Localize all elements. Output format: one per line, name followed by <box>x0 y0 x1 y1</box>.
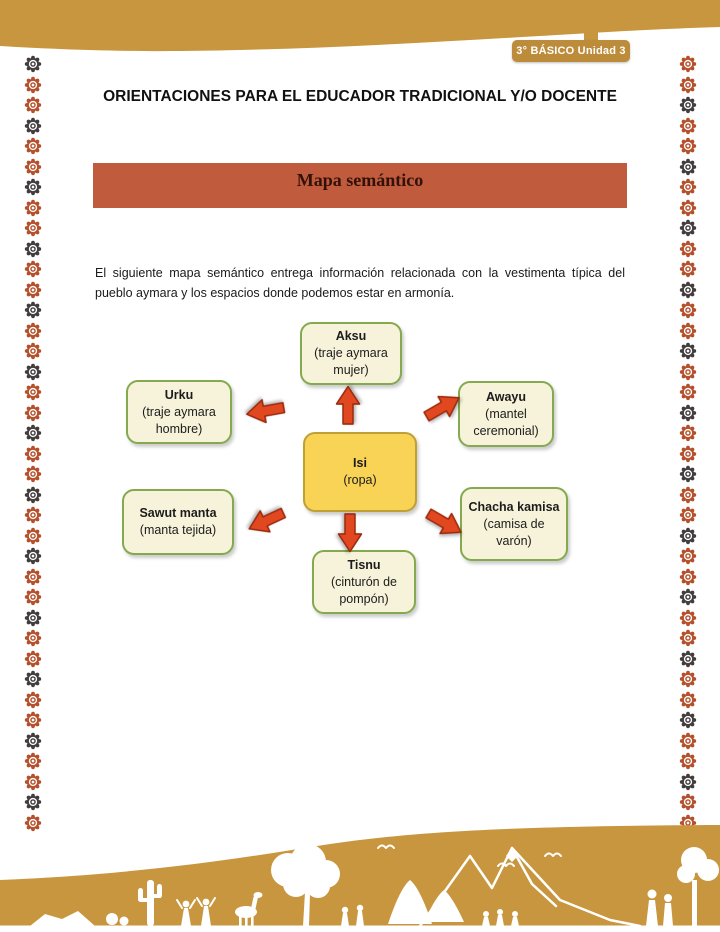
rosette-ornament-icon <box>679 96 697 114</box>
rosette-ornament-icon <box>679 219 697 237</box>
rosette-ornament-icon <box>679 445 697 463</box>
rosette-ornament-icon <box>679 240 697 258</box>
rosette-ornament-icon <box>679 629 697 647</box>
rosette-ornament-icon <box>24 670 42 688</box>
rosette-ornament-icon <box>24 342 42 360</box>
node-gloss: (ropa) <box>343 473 377 487</box>
rosette-ornament-icon <box>24 752 42 770</box>
rosette-ornament-icon <box>679 793 697 811</box>
arrow-to-sawut-manta-icon <box>242 500 290 542</box>
arrow-to-tisnu-icon <box>336 513 364 553</box>
node-term: Isi <box>353 456 367 470</box>
rosette-ornament-icon <box>679 670 697 688</box>
rosette-ornament-icon <box>24 96 42 114</box>
rosette-ornament-icon <box>679 342 697 360</box>
rosette-ornament-icon <box>679 260 697 278</box>
rosette-ornament-icon <box>679 117 697 135</box>
rosette-ornament-icon <box>679 55 697 73</box>
rosette-ornament-icon <box>24 240 42 258</box>
map-node-aksu <box>300 322 402 385</box>
rosette-ornament-icon <box>24 117 42 135</box>
rosette-ornament-icon <box>24 711 42 729</box>
map-node-isi-center <box>303 432 417 512</box>
node-term: Aksu <box>335 329 367 343</box>
rosette-ornament-icon <box>679 486 697 504</box>
rosette-ornament-icon <box>24 219 42 237</box>
rosette-ornament-icon <box>24 383 42 401</box>
rosette-ornament-icon <box>679 609 697 627</box>
rosette-ornament-icon <box>24 137 42 155</box>
rosette-ornament-icon <box>24 732 42 750</box>
rosette-ornament-icon <box>679 773 697 791</box>
node-term: Sawut manta <box>139 506 217 520</box>
rosette-ornament-icon <box>24 547 42 565</box>
node-gloss: (manta tejida) <box>139 523 217 537</box>
rosette-ornament-icon <box>679 527 697 545</box>
rosette-ornament-icon <box>24 609 42 627</box>
node-gloss: (traje aymara hombre) <box>142 404 216 436</box>
rosette-ornament-icon <box>679 404 697 422</box>
rosette-ornament-icon <box>24 424 42 442</box>
map-node-tisnu <box>312 550 416 614</box>
rosette-ornament-icon <box>24 773 42 791</box>
rosette-ornament-icon <box>679 424 697 442</box>
bottom-scene <box>0 822 720 932</box>
node-gloss: (mantel ceremonial) <box>473 406 539 438</box>
rosette-ornament-icon <box>24 650 42 668</box>
rosette-ornament-icon <box>679 383 697 401</box>
map-node-sawut-manta <box>122 489 234 555</box>
rosette-ornament-icon <box>679 76 697 94</box>
rosette-ornament-icon <box>24 76 42 94</box>
rosette-ornament-icon <box>679 158 697 176</box>
arrow-to-urku-icon <box>243 394 287 429</box>
rosette-ornament-icon <box>679 301 697 319</box>
section-banner-title: Mapa semántico <box>296 170 424 190</box>
rosette-ornament-icon <box>679 588 697 606</box>
rosette-ornament-icon <box>24 527 42 545</box>
node-gloss: (cinturón de pompón) <box>330 574 397 606</box>
rosette-ornament-icon <box>679 732 697 750</box>
rosette-ornament-icon <box>24 199 42 217</box>
arrow-to-aksu-icon <box>334 385 362 425</box>
rosette-ornament-icon <box>24 281 42 299</box>
node-term: Urku <box>164 387 194 402</box>
map-node-awayu <box>458 381 554 447</box>
rosette-ornament-icon <box>679 363 697 381</box>
rosette-ornament-icon <box>24 486 42 504</box>
ornament-border-right <box>679 55 697 832</box>
rosette-ornament-icon <box>24 260 42 278</box>
map-node-chacha-kamisa <box>460 487 568 561</box>
rosette-ornament-icon <box>24 793 42 811</box>
map-node-urku <box>126 380 232 444</box>
rosette-ornament-icon <box>679 199 697 217</box>
rosette-ornament-icon <box>24 691 42 709</box>
rosette-ornament-icon <box>24 404 42 422</box>
rosette-ornament-icon <box>24 465 42 483</box>
rosette-ornament-icon <box>24 506 42 524</box>
node-gloss: (camisa de varón) <box>483 516 545 548</box>
rosette-ornament-icon <box>679 650 697 668</box>
rosette-ornament-icon <box>679 711 697 729</box>
section-banner <box>93 163 627 208</box>
rosette-ornament-icon <box>24 178 42 196</box>
rosette-ornament-icon <box>24 55 42 73</box>
rosette-ornament-icon <box>679 137 697 155</box>
rosette-ornament-icon <box>679 691 697 709</box>
page-title: ORIENTACIONES PARA EL EDUCADOR TRADICIONAL Y/O DOCENTE <box>103 88 617 105</box>
rosette-ornament-icon <box>24 322 42 340</box>
unit-badge-label: 3° BÁSICO Unidad 3 <box>516 45 626 57</box>
rosette-ornament-icon <box>24 363 42 381</box>
rosette-ornament-icon <box>679 568 697 586</box>
rosette-ornament-icon <box>24 568 42 586</box>
node-term: Awayu <box>485 389 527 404</box>
rosette-ornament-icon <box>24 629 42 647</box>
rosette-ornament-icon <box>679 752 697 770</box>
ornament-border-left <box>24 55 42 832</box>
rosette-ornament-icon <box>679 178 697 196</box>
node-term: Tisnu <box>347 557 381 572</box>
rosette-ornament-icon <box>24 588 42 606</box>
rosette-ornament-icon <box>679 465 697 483</box>
rosette-ornament-icon <box>24 301 42 319</box>
rosette-ornament-icon <box>679 322 697 340</box>
node-gloss: (traje aymara mujer) <box>314 346 388 377</box>
intro-paragraph: El siguiente mapa semántico entrega información relacionada con la vestimenta típica del pueblo aymara y los espacios donde podemos estar en armonía. <box>95 265 625 300</box>
rosette-ornament-icon <box>24 445 42 463</box>
rosette-ornament-icon <box>24 158 42 176</box>
rosette-ornament-icon <box>679 506 697 524</box>
unit-badge <box>512 40 630 62</box>
node-term: Chacha kamisa <box>468 499 560 514</box>
rosette-ornament-icon <box>679 281 697 299</box>
rosette-ornament-icon <box>679 547 697 565</box>
